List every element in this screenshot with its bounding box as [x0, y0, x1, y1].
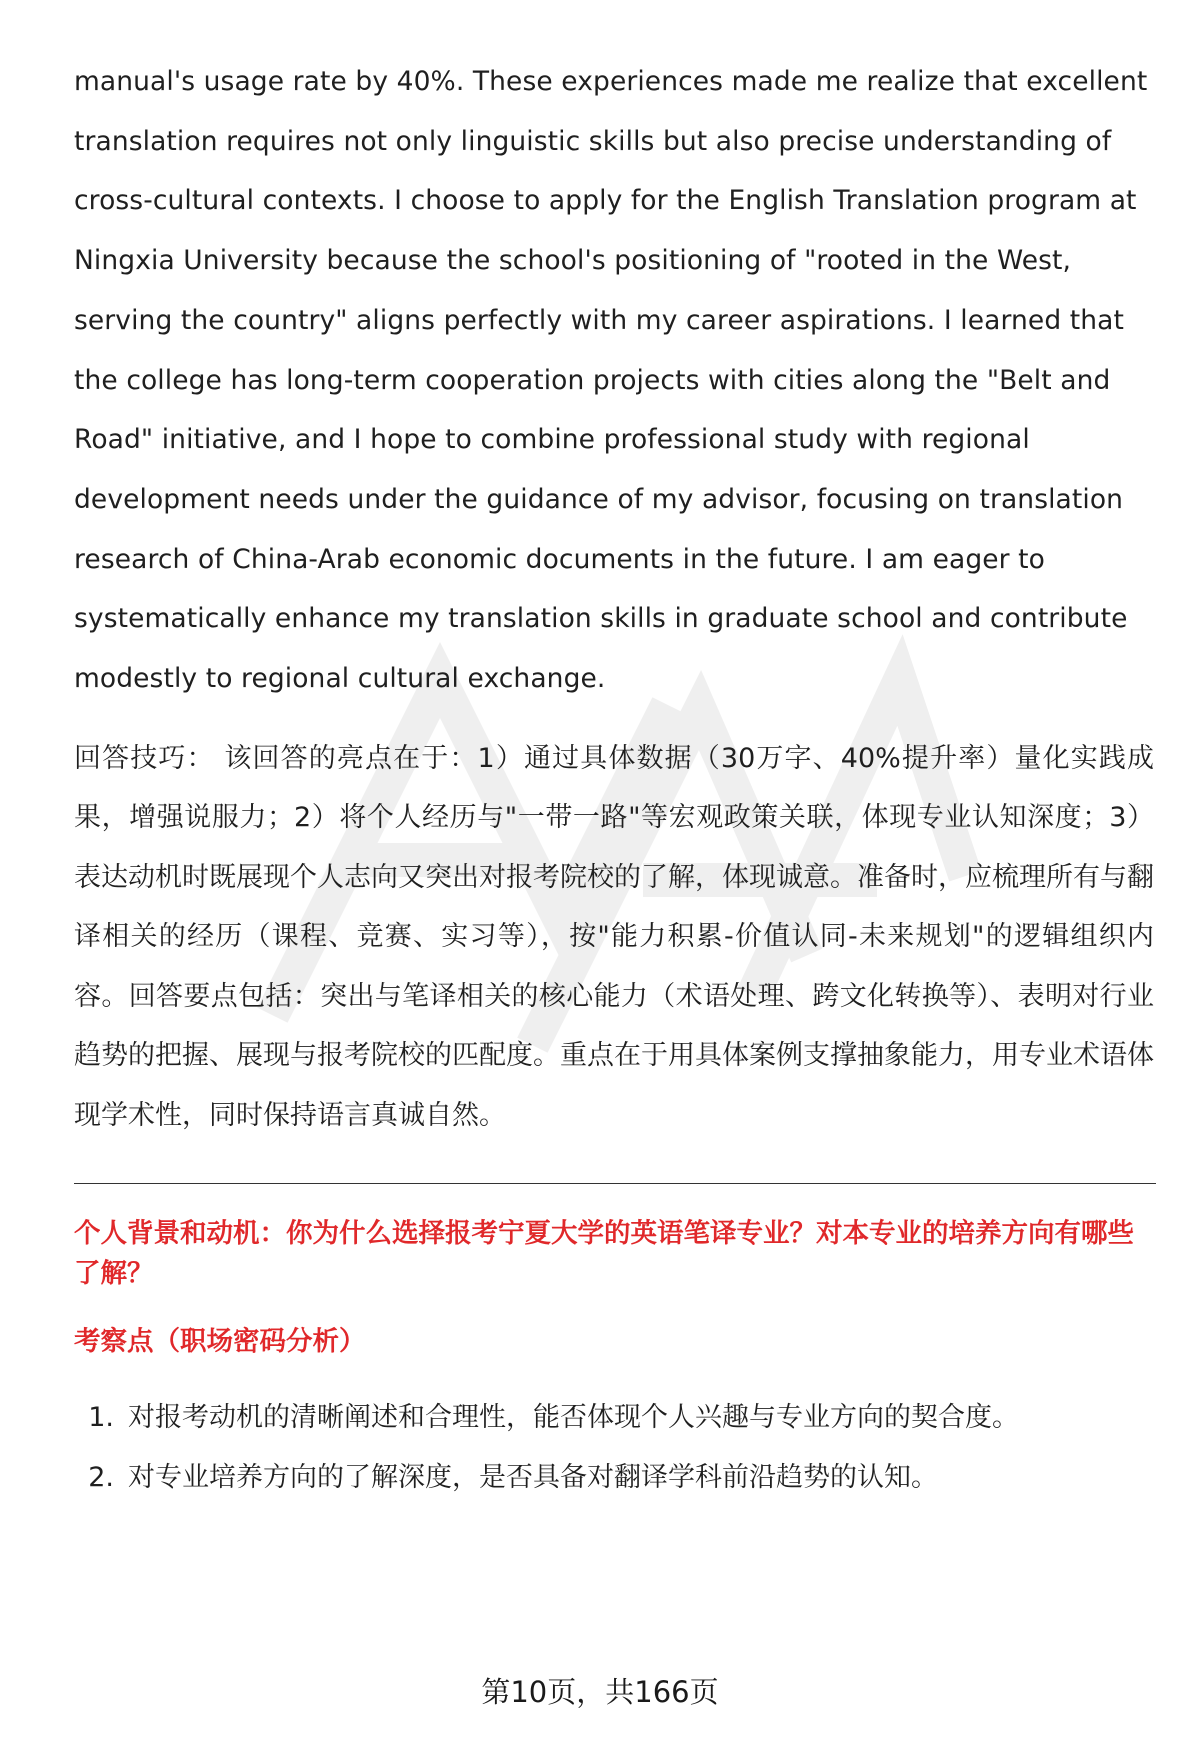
- section-heading: 考察点（职场密码分析）: [74, 1326, 366, 1358]
- list-item-number: 1.: [88, 1402, 114, 1434]
- answer-tips-paragraph: 回答技巧： 该回答的亮点在于：1）通过具体数据（30万字、40%提升率）量化实践成果，增强说服力；2）将个人经历与"一带一路"等宏观政策关联，体现专业认知深度；3）表达动机时既展现个人志向又突出对报考院校的了解，体现诚意。准备时，应梳理所有与翻译相关的经历（课程、竞赛、实习等），按"能力积累-价值认同-未来规划"的逻辑组织内容。回答要点包括：突出与笔译相关的核心能力（术语处理、跨文化转换等）、表明对行业趋势的把握、展现与报考院校的匹配度。重点在于用具体案例支撑抽象能力，用专业术语体现学术性，同时保持语言真诚自然。: [74, 742, 1154, 1131]
- page-content: [74, 52, 1154, 1508]
- list-item: [74, 1448, 1154, 1508]
- answer-paragraph-english: manual's usage rate by 40%. These experiences made me realize that excellent translation requires not only linguistic skills but also precise understanding of cross-cultural contexts. I choose to apply for the English Translation program at Ningxia University because the school's positioning of "rooted in the West, serving the country" aligns perfectly with my career aspirations. I learned that the college has long-term cooperation projects with cities along the "Belt and Road" initiative, and I hope to combine professional study with regional development needs under the guidance of my advisor, focusing on translation research of China-Arab economic documents in the future. I am eager to systematically enhance my translation skills in graduate school and contribute modestly to regional cultural exchange.: [74, 66, 1148, 695]
- list-item-text: 对报考动机的清晰阐述和合理性，能否体现个人兴趣与专业方向的契合度。: [128, 1402, 1019, 1434]
- list-item-text: 对专业培养方向的了解深度，是否具备对翻译学科前沿趋势的认知。: [128, 1462, 938, 1494]
- list-item-number: 2.: [88, 1462, 114, 1494]
- section-divider: [74, 1183, 1156, 1184]
- page-number-footer: 第10页，共166页: [481, 1675, 719, 1709]
- question-title: 个人背景和动机：你为什么选择报考宁夏大学的英语笔译专业？对本专业的培养方向有哪些了解？: [74, 1218, 1134, 1290]
- list-item: [74, 1388, 1154, 1448]
- assessment-points-list: [74, 1388, 1154, 1508]
